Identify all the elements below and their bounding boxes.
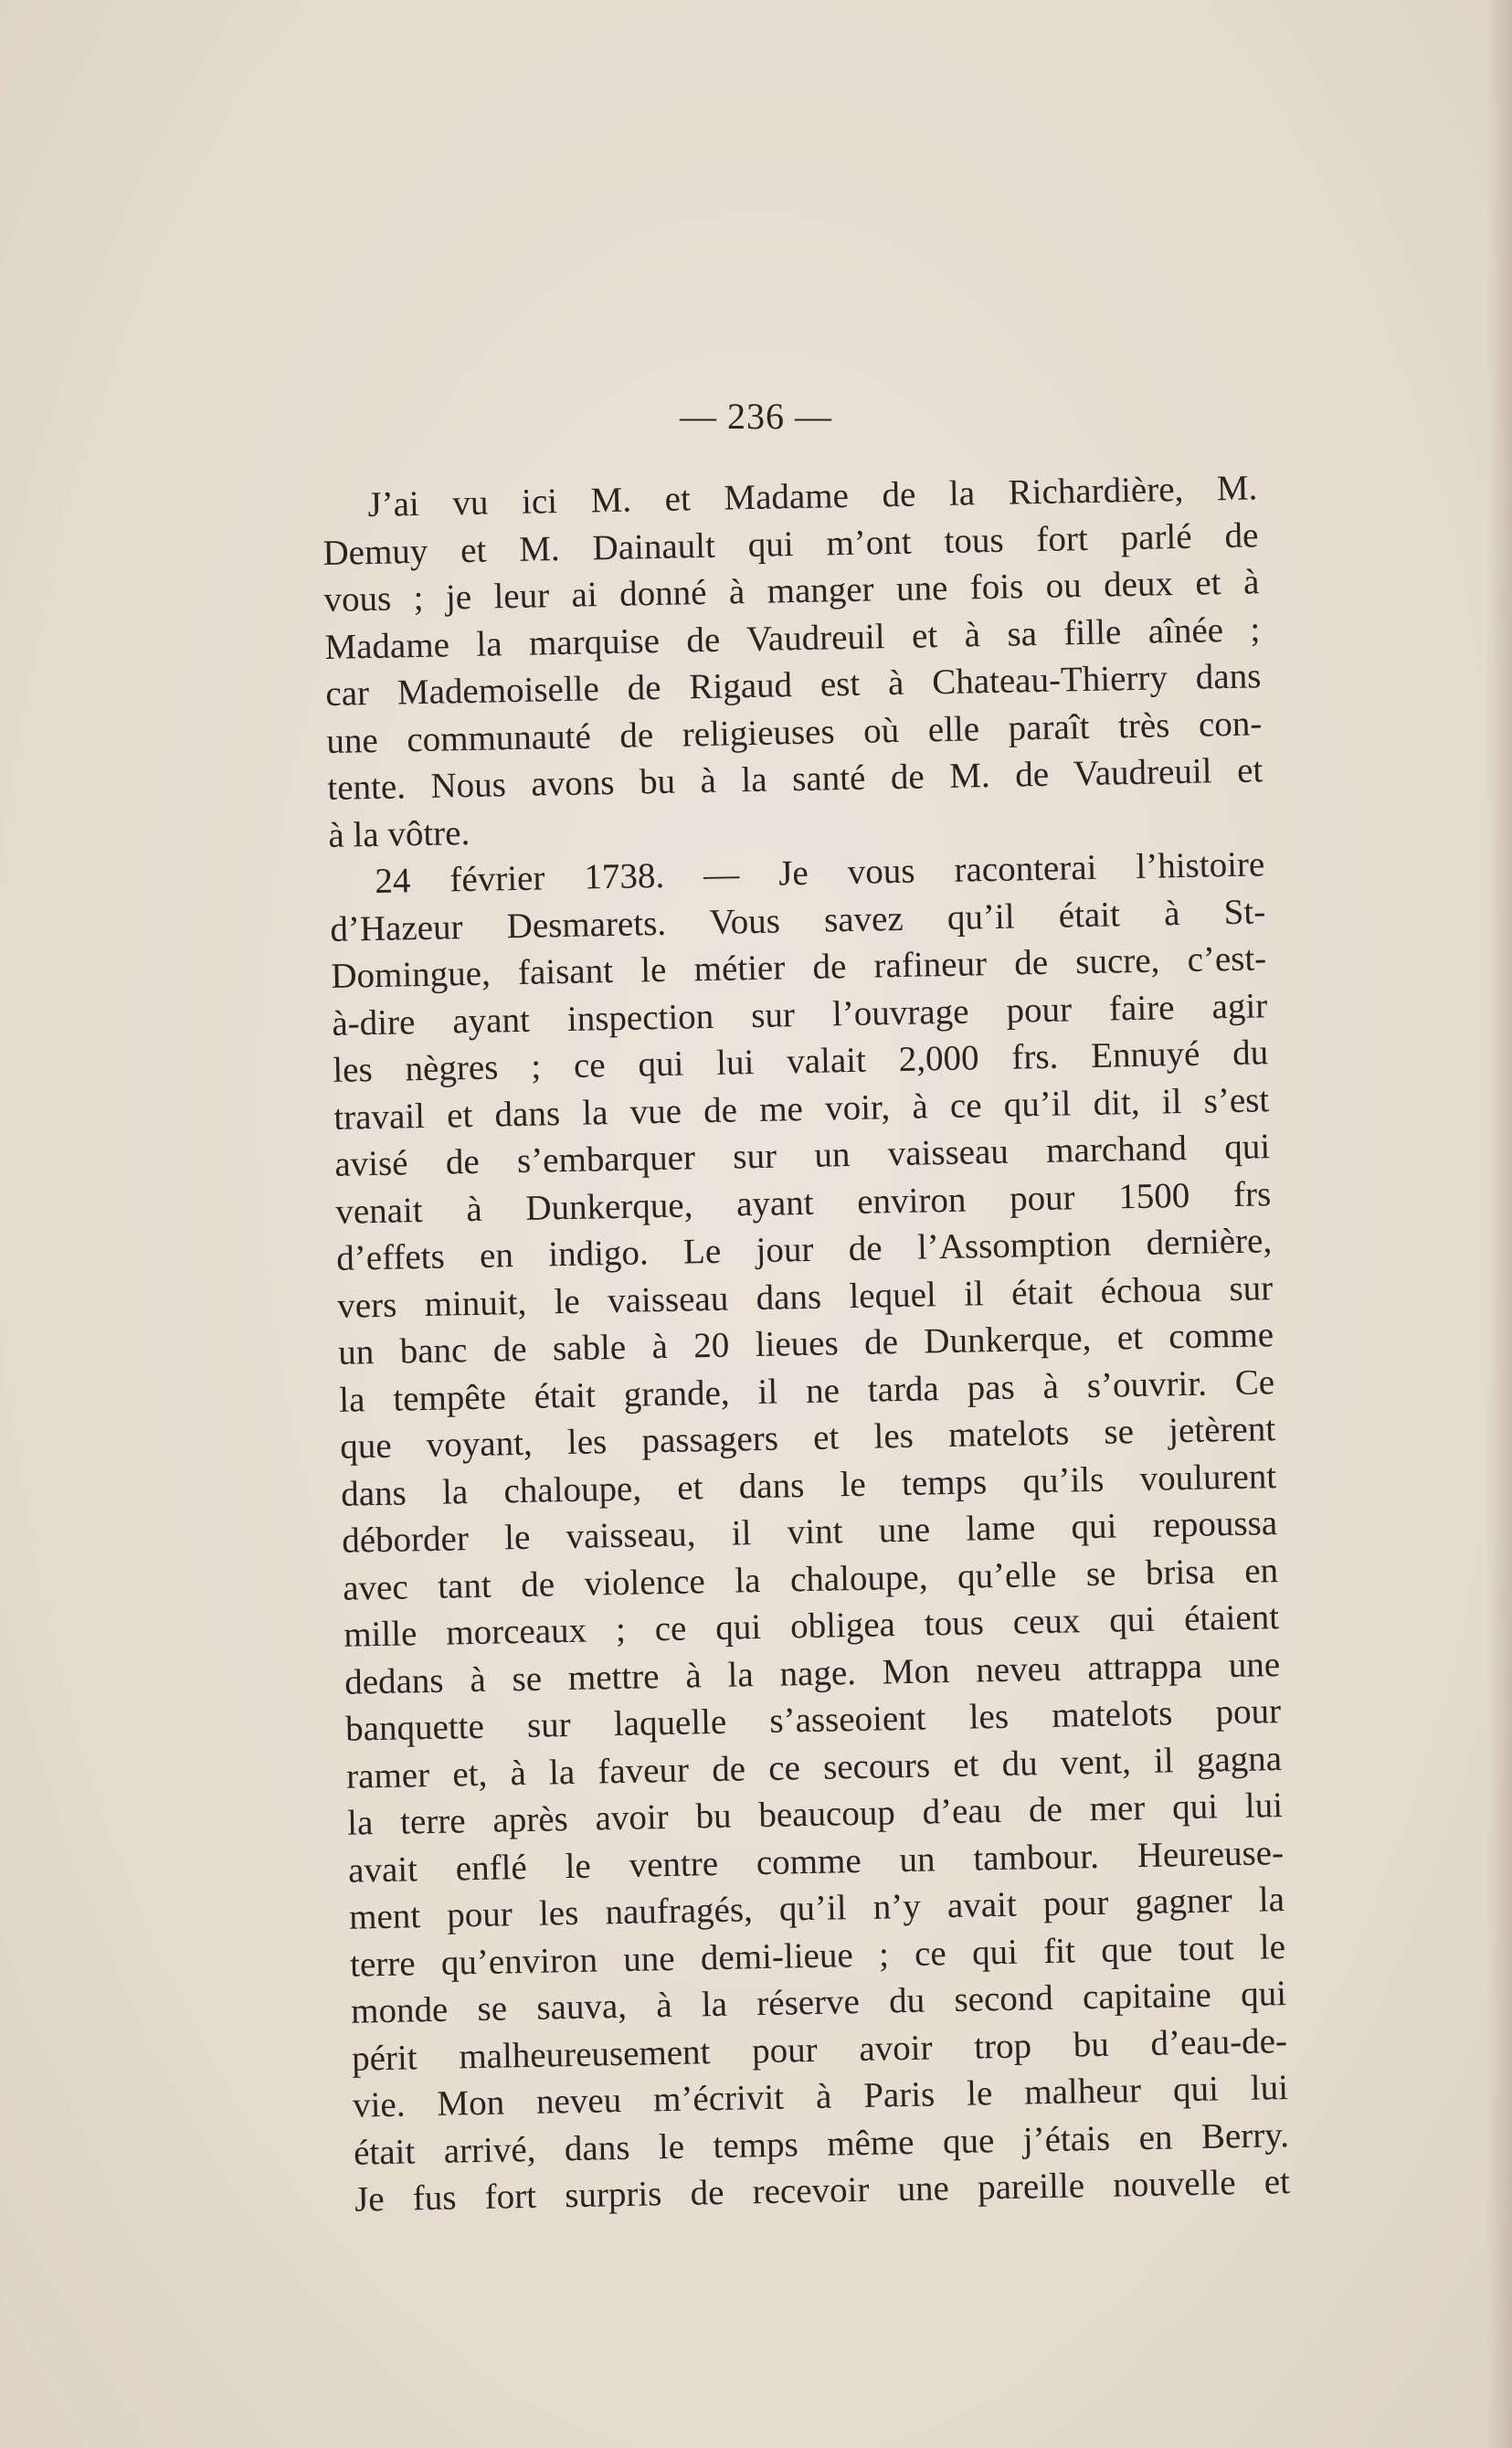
- text-line: à-dire ayant inspection sur l’ouvrage pour faire agir: [331, 985, 1268, 1044]
- text-line: ment pour les naufragés, qu’il n’y avait pour gagner la: [348, 1880, 1285, 1937]
- text-line: vers minuit, le vaisseau dans lequel il était échoua sur: [336, 1267, 1274, 1326]
- text-line: monde se sauva, à la réserve du second capitaine qui: [350, 1974, 1287, 2031]
- text-line: une communauté de religieuses où elle paraît très con-: [326, 703, 1263, 761]
- text-line: avec tant de violence la chaloupe, qu’elle se brisa en: [342, 1550, 1279, 1608]
- text-line: que voyant, les passagers et les matelots se jetèrent: [339, 1409, 1276, 1467]
- text-line: banquette sur laquelle s’asseoient les matelots pour: [344, 1691, 1282, 1749]
- text-line: mille morceaux ; ce qui obligea tous ceux qui étaient: [343, 1597, 1280, 1655]
- text-line: les nègres ; ce qui lui valait 2,000 frs. Ennuyé du: [332, 1033, 1269, 1090]
- page-edge-shadow: [1486, 0, 1512, 2448]
- text-line: travail et dans la vue de me voir, à ce qu’il dit, il s’est: [333, 1079, 1270, 1138]
- text-line: d’Hazeur Desmarets. Vous savez qu’il était à St-: [329, 891, 1266, 949]
- text-line: tente. Nous avons bu à la santé de M. de Vaudreuil et: [327, 750, 1264, 808]
- text-line: périt malheureusement pour avoir trop bu d’eau-de-: [351, 2020, 1288, 2079]
- text-line: d’effets en indigo. Le jour de l’Assomption dernière,: [335, 1221, 1273, 1278]
- text-line: avait enflé le ventre comme un tambour. Heureuse-: [347, 1832, 1285, 1891]
- page-number: — 236 —: [680, 396, 832, 437]
- text-line: Madame la marquise de Vaudreuil et à sa fille aînée ;: [324, 609, 1261, 667]
- text-line: vous ; je leur ai donné à manger une fois ou deux et à: [323, 562, 1260, 620]
- text-line: Demuy et M. Dainault qui m’ont tous fort parlé de: [322, 514, 1259, 573]
- text-line: vie. Mon neveu m’écrivit à Paris le malheur qui lui: [352, 2068, 1289, 2125]
- text-line: dedans à se mettre à la nage. Mon neveu attrappa une: [344, 1644, 1281, 1702]
- text-line: était arrivé, dans le temps même que j’étais en Berry.: [353, 2114, 1290, 2173]
- text-line: à la vôtre.: [327, 812, 471, 855]
- text-line: J’ai vu ici M. et Madame de la Richardière, M.: [367, 468, 1258, 525]
- text-line: avisé de s’embarquer sur un vaisseau marchand qui: [333, 1127, 1271, 1184]
- body-text: [322, 464, 1290, 2223]
- text-line: la tempête était grande, il ne tarda pas à s’ouvrir. Ce: [338, 1362, 1275, 1420]
- text-line: Domingue, faisant le métier de rafineur de sucre, c’est-: [330, 938, 1267, 996]
- text-line: déborder le vaisseau, il vint une lame qui repoussa: [341, 1503, 1278, 1561]
- text-line: Je fus fort surpris de recevoir une pareille nouvelle et: [354, 2161, 1291, 2220]
- text-line: ramer et, à la faveur de ce secours et du vent, il gagna: [345, 1738, 1283, 1796]
- text-line: dans la chaloupe, et dans le temps qu’ils voulurent: [340, 1456, 1277, 1514]
- text-line: un banc de sable à 20 lieues de Dunkerque, et comme: [337, 1315, 1274, 1372]
- text-line: venait à Dunkerque, ayant environ pour 1500 frs: [334, 1173, 1272, 1232]
- text-line: terre qu’environ une demi-lieue ; ce qui fit que tout le: [349, 1926, 1286, 1985]
- text-line: la terre après avoir bu beaucoup d’eau de mer qui lui: [346, 1786, 1284, 1843]
- text-line: 24 février 1738. — Je vous raconterai l’histoire: [374, 844, 1265, 901]
- text-line: car Mademoiselle de Rigaud est à Chateau-Thierry dans: [325, 656, 1262, 714]
